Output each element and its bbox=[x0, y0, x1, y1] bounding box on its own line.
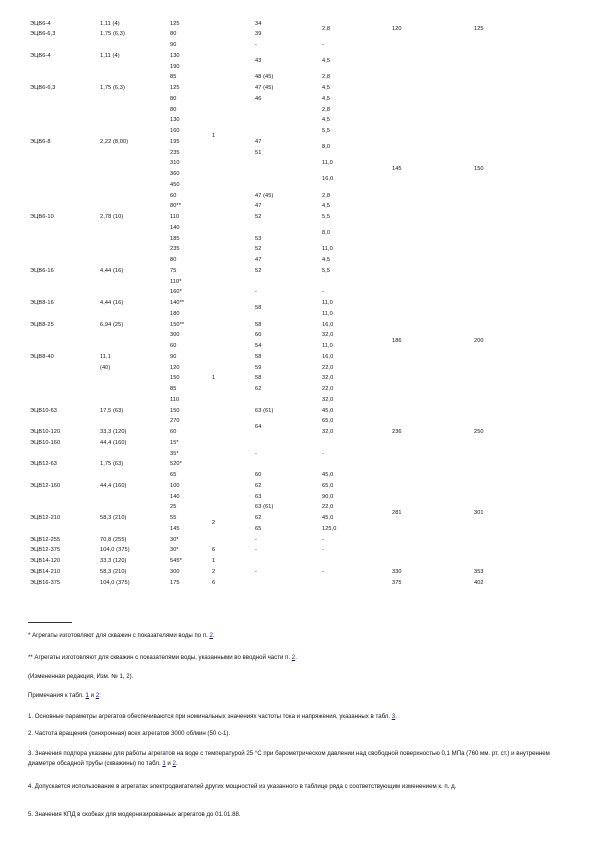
efficiency-value: 52 bbox=[255, 246, 262, 253]
head-value: 125 bbox=[170, 85, 180, 91]
efficiency-value: 64 bbox=[255, 423, 262, 430]
power-value: 2,8 bbox=[322, 74, 331, 81]
casing-diameter-value: 301 bbox=[474, 509, 484, 516]
head-value: 450 bbox=[170, 181, 180, 188]
head-value: 80 bbox=[170, 106, 177, 113]
diameter-value: 330 bbox=[392, 568, 402, 575]
unit-model: ЭЦВ12-160 bbox=[30, 482, 61, 489]
efficiency-value: 47 (45) bbox=[255, 192, 274, 199]
head-value: 90 bbox=[170, 353, 177, 360]
unit-model: ЭЦВ8-25 bbox=[30, 321, 54, 328]
head-value: 150 bbox=[170, 407, 180, 414]
diameter-value: 236 bbox=[392, 429, 402, 435]
notes-heading bbox=[28, 691, 568, 701]
head-value: 300 bbox=[170, 568, 180, 575]
head-value: 150 bbox=[170, 375, 180, 382]
unit-model: ЭЦВ6-16 bbox=[30, 267, 54, 274]
head-value: 130 bbox=[170, 52, 180, 59]
efficiency-value: - bbox=[255, 42, 257, 48]
unit-model: ЭЦВ12-255 bbox=[30, 536, 61, 543]
notes-heading-text: Примечания к табл. bbox=[28, 692, 86, 699]
power-value: 4,5 bbox=[322, 203, 331, 210]
efficiency-value: 60 bbox=[255, 332, 262, 339]
efficiency-value: 46 bbox=[255, 95, 262, 102]
note-1 bbox=[28, 712, 568, 722]
head-value: 90 bbox=[170, 42, 177, 48]
power-value: 125,0 bbox=[322, 525, 337, 532]
head-value: 150** bbox=[170, 321, 185, 328]
efficiency-value: 62 bbox=[255, 386, 262, 392]
note-end: . bbox=[175, 760, 178, 767]
unit-model: ЭЦВ6-10 bbox=[30, 214, 54, 220]
footnote-text: * Агрегаты изготовляют для скважин с показателями воды по п. bbox=[28, 632, 210, 639]
power-value: 11,0 bbox=[322, 246, 333, 253]
flow-value: 4,44 (16) bbox=[100, 300, 124, 306]
head-value: 85 bbox=[170, 386, 177, 392]
efficiency-value: 59 bbox=[255, 364, 262, 371]
head-value: 110 bbox=[170, 396, 180, 403]
efficiency-value: - bbox=[255, 289, 257, 296]
head-value: 75 bbox=[170, 267, 177, 274]
efficiency-value: 58 bbox=[255, 305, 262, 312]
head-value: 35* bbox=[170, 450, 179, 457]
head-value: 110 bbox=[170, 214, 180, 220]
efficiency-value: - bbox=[255, 547, 257, 554]
flow-value: 1,11 (4) bbox=[100, 20, 120, 27]
power-value: - bbox=[322, 42, 324, 48]
flow-value: 11,1 bbox=[100, 353, 111, 360]
note-text: 3. Значения подпора указаны для работы агрегатов на воде с температурой 25 °С при барометрическом давлении над свободной поверхностью 0,1 МПа (760 мм. рт. ст.) и внутреннем диаметре обсадной трубы (скважины) по табл. bbox=[28, 750, 550, 767]
power-value: 32,0 bbox=[322, 332, 334, 339]
head-value: 140 bbox=[170, 224, 180, 231]
note-4: 4. Допускается использование в агрегатах электродвигателей других мощностей из указанного в таблице ряда с соответствующим изменением к. п. д. bbox=[28, 783, 457, 790]
note-3 bbox=[28, 749, 568, 769]
casing-diameter-value: 200 bbox=[474, 337, 484, 344]
power-value: 16,0 bbox=[322, 321, 334, 328]
power-value: 4,5 bbox=[322, 95, 331, 102]
power-value: 90,0 bbox=[322, 493, 334, 500]
casing-diameter-value: 402 bbox=[474, 579, 484, 586]
power-value: 2,8 bbox=[322, 192, 331, 199]
head-value: 80 bbox=[170, 95, 177, 102]
power-value: 5,5 bbox=[322, 267, 331, 274]
flow-value: 1,75 (6,3) bbox=[100, 31, 125, 38]
casing-diameter-value: 353 bbox=[474, 568, 484, 575]
footnote-end: . bbox=[212, 632, 215, 639]
link-item-2[interactable]: 2 bbox=[291, 654, 296, 661]
head-value: 160* bbox=[170, 289, 182, 296]
flow-value: 4,44 (16) bbox=[100, 267, 124, 274]
efficiency-value: 54 bbox=[255, 343, 262, 349]
power-value: 5,5 bbox=[322, 214, 331, 220]
efficiency-value: 62 bbox=[255, 515, 262, 521]
efficiency-value: 58 bbox=[255, 321, 262, 328]
flow-value: 1,75 (6,3) bbox=[100, 85, 125, 91]
link-table-2[interactable]: 2 bbox=[172, 760, 176, 767]
efficiency-value: 65 bbox=[255, 525, 262, 532]
link-item-2[interactable]: 2 bbox=[209, 632, 213, 639]
stages-value: 2 bbox=[212, 520, 216, 527]
efficiency-value: 48 (45) bbox=[255, 74, 274, 81]
efficiency-value: 47 bbox=[255, 203, 262, 210]
diameter-value: 145 bbox=[392, 165, 402, 172]
footnote-divider bbox=[28, 622, 72, 623]
head-value: 300 bbox=[170, 332, 180, 339]
power-value: 32,0 bbox=[322, 429, 334, 435]
power-value: 45,0 bbox=[322, 472, 334, 478]
head-value: 60 bbox=[170, 429, 177, 435]
flow-value: 17,5 (63) bbox=[100, 407, 124, 414]
power-value: 5,5 bbox=[322, 128, 331, 134]
note-mid: и bbox=[165, 760, 173, 767]
power-value: 22,0 bbox=[322, 504, 334, 511]
flow-value: 1,75 (63) bbox=[100, 461, 124, 468]
flow-value: 2,78 (10) bbox=[100, 214, 124, 220]
efficiency-value: - bbox=[255, 568, 257, 575]
unit-model: ЭЦВ10-120 bbox=[30, 429, 61, 435]
footnote-double-star bbox=[28, 653, 568, 663]
unit-model: ЭЦВ12-210 bbox=[30, 515, 61, 521]
head-value: 30* bbox=[170, 536, 179, 543]
note-2: 2. Частота вращения (синхронная) всех агрегатов 3000 об/мин (50 с-1). bbox=[28, 730, 231, 737]
power-value: - bbox=[322, 450, 324, 457]
efficiency-value: 52 bbox=[255, 214, 262, 220]
head-value: 195 bbox=[170, 138, 180, 145]
head-value: 60 bbox=[170, 343, 177, 349]
head-value: 235 bbox=[170, 246, 180, 253]
head-value: 80 bbox=[170, 31, 177, 38]
link-table-1[interactable]: 1 bbox=[162, 760, 166, 767]
head-value: 15* bbox=[170, 439, 179, 446]
efficiency-value: 52 bbox=[255, 267, 262, 274]
power-value: - bbox=[322, 547, 324, 554]
unit-model: ЭЦВ12-63 bbox=[30, 461, 57, 468]
power-value: 11,0 bbox=[322, 310, 333, 317]
power-value: 22,0 bbox=[322, 364, 334, 371]
flow-value: 58,3 (210) bbox=[100, 515, 127, 521]
unit-model: ЭЦВ16-375 bbox=[30, 579, 61, 586]
head-value: 25 bbox=[170, 504, 177, 511]
power-value: 65,0 bbox=[322, 418, 334, 425]
head-value: 80** bbox=[170, 203, 181, 210]
stages-value: 1 bbox=[212, 375, 216, 382]
flow-value: 70,8 (255) bbox=[100, 536, 127, 543]
head-value: 145 bbox=[170, 525, 180, 532]
casing-diameter-value: 150 bbox=[474, 165, 484, 172]
power-value: 22,0 bbox=[322, 386, 334, 392]
casing-diameter-value: 250 bbox=[474, 429, 484, 435]
head-value: 30* bbox=[170, 547, 179, 554]
link-table-3[interactable]: 3 bbox=[391, 713, 396, 720]
flow-value: 33,3 (120) bbox=[100, 558, 127, 564]
stages-value: 1 bbox=[212, 558, 216, 564]
head-value: 545* bbox=[170, 558, 182, 564]
efficiency-value: 47 bbox=[255, 257, 262, 263]
head-value: 270 bbox=[170, 418, 180, 425]
flow-value: 33,3 (120) bbox=[100, 429, 127, 435]
power-value: 16,0 bbox=[322, 176, 334, 183]
note-5: 5. Значения КПД в скобках для модернизированных агрегатов до 01.01.88. bbox=[28, 811, 241, 818]
head-value: 180 bbox=[170, 310, 180, 317]
unit-model: ЭЦВ10-160 bbox=[30, 439, 61, 446]
head-value: 85 bbox=[170, 74, 177, 81]
unit-model: ЭЦВ6-4 bbox=[30, 20, 51, 27]
diameter-value: 375 bbox=[392, 579, 402, 586]
head-value: 310 bbox=[170, 160, 180, 167]
power-value: 45,0 bbox=[322, 515, 334, 521]
power-value: 11,0 bbox=[322, 300, 333, 306]
stages-value: 1 bbox=[212, 133, 216, 140]
efficiency-value: 51 bbox=[255, 149, 262, 156]
flow-value: 44,4 (160) bbox=[100, 439, 127, 446]
unit-model: ЭЦВ6-6,3 bbox=[30, 85, 56, 91]
power-value: 8,0 bbox=[322, 230, 331, 237]
efficiency-value: 34 bbox=[255, 20, 262, 27]
flow-value: 2,22 (8,00) bbox=[100, 138, 129, 145]
efficiency-value: 58 bbox=[255, 375, 262, 382]
stages-value: 6 bbox=[212, 579, 216, 586]
unit-model: ЭЦВ8-16 bbox=[30, 300, 54, 306]
power-value: - bbox=[322, 536, 324, 543]
unit-model: ЭЦВ12-375 bbox=[30, 547, 61, 554]
head-value: 100 bbox=[170, 482, 180, 489]
head-value: 185 bbox=[170, 235, 180, 242]
head-value: 235 bbox=[170, 149, 180, 156]
unit-model: ЭЦВ8-40 bbox=[30, 353, 54, 360]
footnote-single-star bbox=[28, 631, 568, 641]
power-value: 4,5 bbox=[322, 257, 331, 263]
head-value: 175 bbox=[170, 579, 180, 586]
power-value: 2,8 bbox=[322, 106, 331, 113]
head-value: 110* bbox=[170, 278, 182, 285]
casing-diameter-value: 125 bbox=[474, 25, 484, 32]
head-value: 125 bbox=[170, 20, 180, 27]
power-value: 32,0 bbox=[322, 375, 334, 382]
efficiency-value: - bbox=[255, 536, 257, 543]
flow-value: 44,4 (160) bbox=[100, 482, 127, 489]
efficiency-value: 62 bbox=[255, 482, 262, 489]
amendment-note: (Измененная редакция, Изм. № 1, 2). bbox=[28, 673, 134, 680]
head-value: 140 bbox=[170, 493, 180, 500]
power-value: 16,0 bbox=[322, 353, 334, 360]
link-table-2[interactable]: 2 bbox=[95, 692, 100, 699]
stages-value: 6 bbox=[212, 547, 216, 554]
power-value: - bbox=[322, 289, 324, 296]
unit-model: ЭЦВ6-4 bbox=[30, 52, 51, 59]
power-value: 4,5 bbox=[322, 85, 331, 91]
head-value: 55 bbox=[170, 515, 177, 521]
diameter-value: 281 bbox=[392, 509, 402, 516]
unit-model: ЭЦВ6-8 bbox=[30, 138, 51, 145]
power-value: 8,0 bbox=[322, 144, 331, 151]
power-value: 11,0 bbox=[322, 160, 333, 167]
efficiency-value: 53 bbox=[255, 235, 262, 242]
efficiency-value: 58 bbox=[255, 353, 262, 360]
power-value: 4,5 bbox=[322, 58, 331, 65]
power-value: - bbox=[322, 568, 324, 575]
flow-value: (40) bbox=[100, 364, 111, 371]
power-value: 11,0 bbox=[322, 343, 333, 349]
diameter-value: 120 bbox=[392, 25, 402, 32]
unit-model: ЭЦВ14-120 bbox=[30, 558, 61, 564]
note-end: . bbox=[395, 713, 397, 720]
flow-value: 104,0 (375) bbox=[100, 547, 130, 554]
head-value: 60 bbox=[170, 192, 177, 199]
notes-heading-end: : bbox=[99, 692, 101, 699]
note-text: 1. Основные параметры агрегатов обеспечиваются при номинальных значениях частоты тока и напряжения, указанных в табл. bbox=[28, 713, 392, 720]
unit-model: ЭЦВ10-63 bbox=[30, 407, 57, 414]
efficiency-value: - bbox=[255, 450, 257, 457]
head-value: 140** bbox=[170, 300, 185, 306]
efficiency-value: 47 (45) bbox=[255, 85, 274, 91]
unit-model: ЭЦВ6-6,3 bbox=[30, 31, 56, 38]
efficiency-value: 39 bbox=[255, 31, 262, 38]
unit-model: ЭЦВ14-210 bbox=[30, 568, 61, 575]
stages-value: 2 bbox=[212, 568, 216, 575]
power-value: 2,8 bbox=[322, 25, 331, 32]
efficiency-value: 60 bbox=[255, 472, 262, 478]
footnote-text: ** Агрегаты изготовляют для скважин с показателями воды, указанными во вводной части п. bbox=[28, 654, 292, 661]
notes-heading-mid: и bbox=[88, 692, 96, 699]
head-value: 190 bbox=[170, 63, 180, 70]
head-value: 130 bbox=[170, 117, 180, 124]
footnote-end: . bbox=[295, 654, 297, 661]
efficiency-value: 63 (61) bbox=[255, 407, 274, 414]
flow-value: 104,0 (375) bbox=[100, 579, 130, 586]
efficiency-value: 63 bbox=[255, 493, 262, 500]
power-value: 65,0 bbox=[322, 482, 334, 489]
flow-value: 58,3 (210) bbox=[100, 568, 127, 575]
flow-value: 1,11 (4) bbox=[100, 52, 120, 59]
efficiency-value: 43 bbox=[255, 58, 262, 65]
power-value: 4,5 bbox=[322, 117, 331, 124]
flow-value: 6,94 (25) bbox=[100, 321, 124, 328]
diameter-value: 186 bbox=[392, 337, 402, 344]
head-value: 65 bbox=[170, 472, 177, 478]
head-value: 360 bbox=[170, 171, 180, 177]
efficiency-value: 63 (61) bbox=[255, 504, 274, 511]
power-value: 32,0 bbox=[322, 396, 334, 403]
link-table-1[interactable]: 1 bbox=[85, 692, 89, 699]
power-value: 45,0 bbox=[322, 407, 334, 414]
head-value: 520* bbox=[170, 461, 182, 468]
head-value: 120 bbox=[170, 364, 180, 371]
head-value: 160 bbox=[170, 128, 180, 134]
head-value: 80 bbox=[170, 257, 177, 263]
efficiency-value: 47 bbox=[255, 138, 262, 145]
